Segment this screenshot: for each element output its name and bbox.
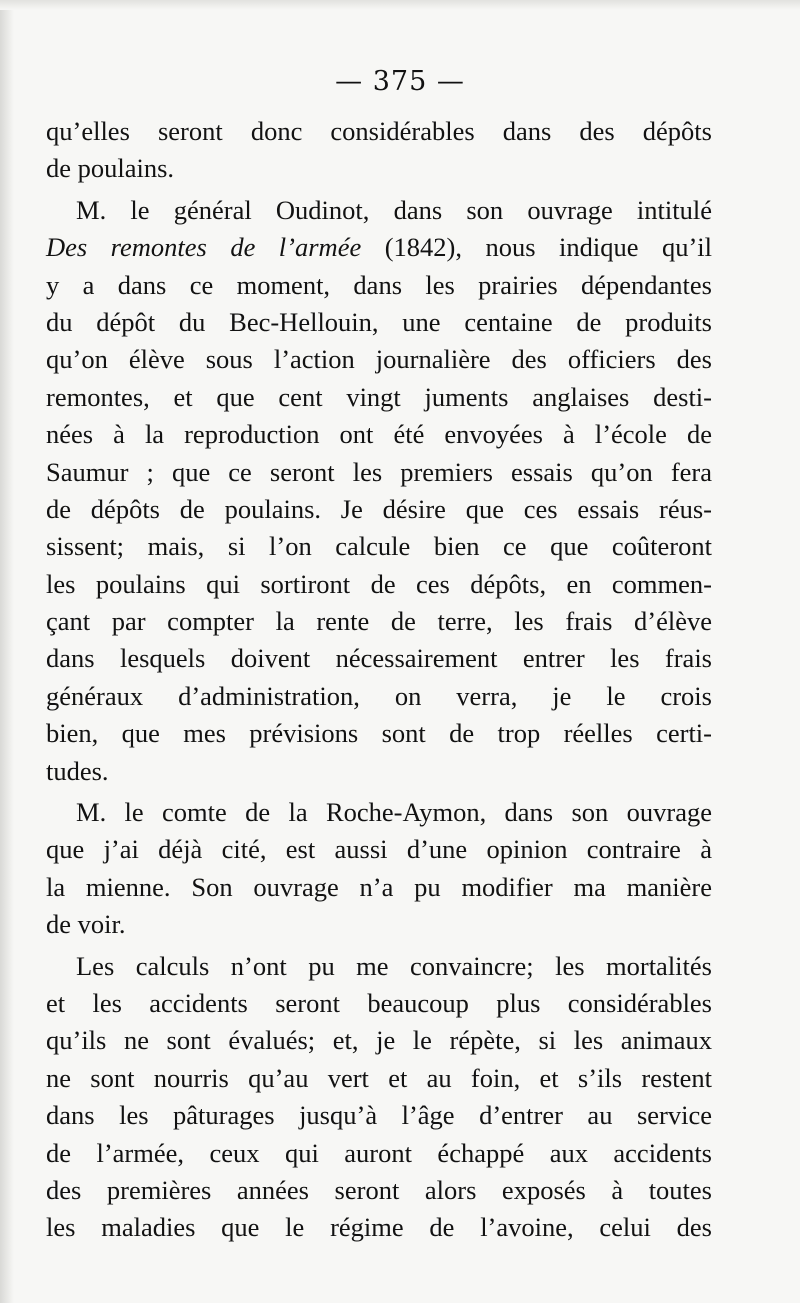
text-line: les poulains qui sortiront de ces dépôts, en commen- <box>46 568 712 599</box>
text-line: dans lesquels doivent nécessairement entrer les frais <box>46 643 712 674</box>
text-line: Les calculs n’ont pu me convaincre; les mortalités <box>76 950 712 981</box>
text-line: çant par compter la rente de terre, les frais d’élève <box>46 606 712 637</box>
text-line: et les accidents seront beaucoup plus considérables <box>46 987 712 1018</box>
text-line: que j’ai déjà cité, est aussi d’une opinion contraire à <box>46 834 712 865</box>
page-number: — 375 — <box>335 66 465 97</box>
text-line: nées à la reproduction ont été envoyées à l’école de <box>46 419 712 450</box>
text-line: la mienne. Son ouvrage n’a pu modifier ma manière <box>46 871 712 902</box>
text-line: bien, que mes prévisions sont de trop réelles certi- <box>46 718 712 749</box>
text-line: les maladies que le régime de l’avoine, celui des <box>46 1212 712 1243</box>
text-line: remontes, et que cent vingt juments anglaises desti- <box>46 381 712 412</box>
text-line: ne sont nourris qu’au vert et au foin, et s’ils restent <box>46 1062 712 1093</box>
text-line <box>46 229 712 266</box>
text-line: de l’armée, ceux qui auront échappé aux accidents <box>46 1137 712 1168</box>
text-line: de voir. <box>46 909 126 940</box>
text-line: qu’elles seront donc considérables dans des dépôts <box>46 116 712 146</box>
text-line: dans les pâturages jusqu’à l’âge d’entrer au service <box>46 1100 712 1131</box>
text-line: M. le comte de la Roche-Aymon, dans son ouvrage <box>76 797 712 828</box>
text-line: qu’on élève sous l’action journalière des officiers des <box>46 344 712 375</box>
text-line: y a dans ce moment, dans les prairies dépendantes <box>46 269 712 300</box>
text-line: qu’ils ne sont évalués; et, je le répète, si les animaux <box>46 1025 712 1056</box>
text-line: sissent; mais, si l’on calcule bien ce que coûteront <box>46 531 712 562</box>
scan-edge-left <box>0 0 14 1303</box>
text-line: des premières années seront alors exposés à toutes <box>46 1174 712 1205</box>
text-line: du dépôt du Bec-Hellouin, une centaine de produits <box>46 306 712 337</box>
text-line: généraux d’administration, on verra, je le crois <box>46 680 712 711</box>
text-line: de poulains. <box>46 153 175 184</box>
text-line: de dépôts de poulains. Je désire que ces essais réus- <box>46 493 712 524</box>
scan-edge-top <box>0 0 800 10</box>
book-title-italic: Des remontes de l’armée <box>46 232 362 263</box>
text-line: Saumur ; que ce seront les premiers essais qu’on fera <box>46 456 712 487</box>
body-text <box>46 113 712 1247</box>
text-line-rest: (1842), nous indique qu’il <box>361 232 713 263</box>
text-line: tudes. <box>46 755 109 786</box>
text-line: M. le général Oudinot, dans son ouvrage intitulé <box>76 194 712 225</box>
